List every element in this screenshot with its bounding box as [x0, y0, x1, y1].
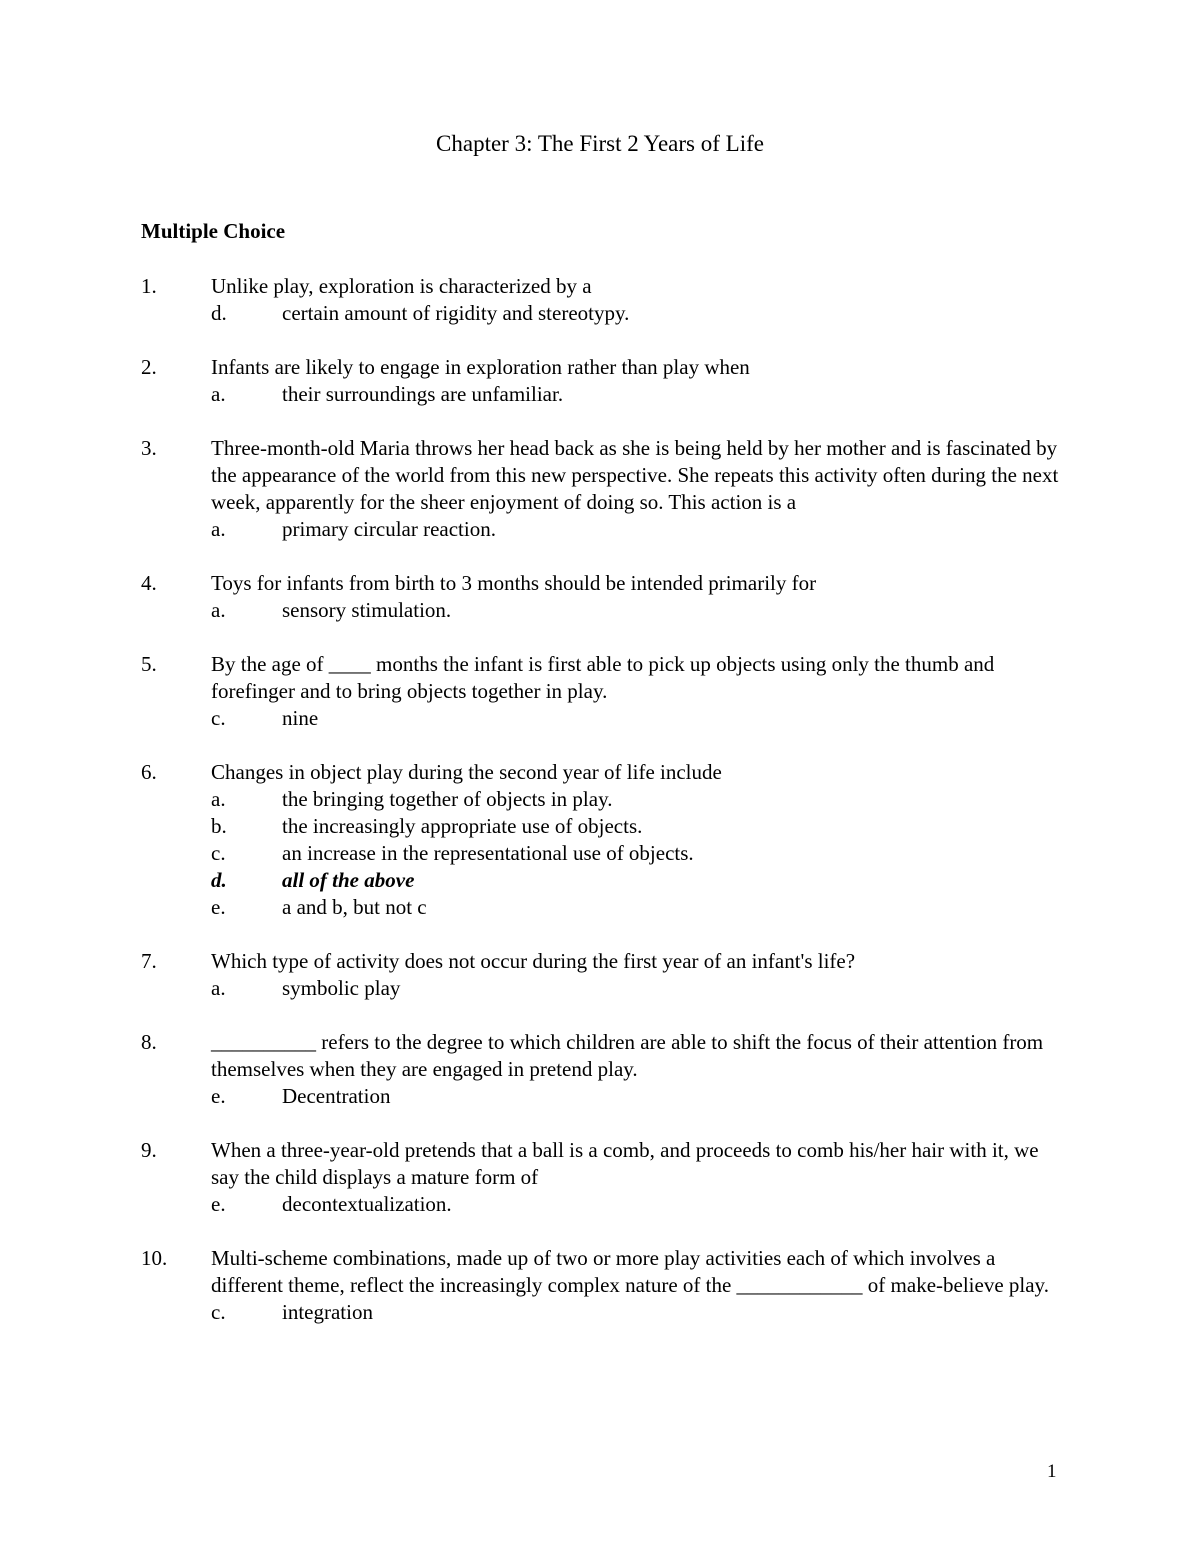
- option-letter: c.: [211, 1300, 226, 1324]
- option-letter: c.: [211, 706, 226, 730]
- question-text: When a three-year-old pretends that a ball is a comb, and proceeds to comb his/her hair with it, we say the child displays a mature form of: [211, 1138, 1039, 1189]
- option-text: symbolic play: [282, 976, 401, 1000]
- option-text: an increase in the representational use of objects.: [282, 841, 694, 865]
- answer-option: [141, 975, 1071, 1002]
- question-text: Toys for infants from birth to 3 months should be intended primarily for: [211, 571, 817, 595]
- option-letter: a.: [211, 382, 226, 406]
- question-text: Multi-scheme combinations, made up of two or more play activities each of which involves a different theme, reflect the increasingly complex nature of the ____________ of make-believe play.: [211, 1246, 1049, 1297]
- question-item: [141, 435, 1071, 543]
- option-letter: e.: [211, 895, 226, 919]
- question-number: 6.: [141, 760, 157, 784]
- answer-option: [141, 705, 1071, 732]
- option-letter: a.: [211, 976, 226, 1000]
- answer-option: [141, 300, 1071, 327]
- answer-option: [141, 894, 1071, 921]
- page-number: 1: [1047, 1461, 1057, 1482]
- option-text: nine: [282, 706, 319, 730]
- option-text: sensory stimulation.: [282, 598, 452, 622]
- option-text: a and b, but not c: [282, 895, 427, 919]
- question-item: [141, 1245, 1071, 1326]
- option-letter: a.: [211, 787, 226, 811]
- option-letter: a.: [211, 517, 226, 541]
- option-text: decontextualization.: [282, 1192, 452, 1216]
- question-stem: [141, 651, 1071, 705]
- answer-option: [141, 597, 1071, 624]
- question-stem: [141, 435, 1071, 516]
- question-item: [141, 651, 1071, 732]
- option-letter: e.: [211, 1084, 226, 1108]
- question-text: Unlike play, exploration is characterized by a: [211, 274, 592, 298]
- question-text: __________ refers to the degree to which children are able to shift the focus of their attention from themselves when they are engaged in pretend play.: [211, 1030, 1044, 1081]
- option-letter: c.: [211, 841, 226, 865]
- question-item: [141, 570, 1071, 624]
- section-heading: Multiple Choice: [141, 219, 286, 243]
- question-stem: [141, 273, 1071, 300]
- answer-option: [141, 1299, 1071, 1326]
- question-stem: [141, 759, 1071, 786]
- answer-option: [141, 786, 1071, 813]
- question-stem: [141, 354, 1071, 381]
- answer-option: [141, 813, 1071, 840]
- option-letter: d.: [211, 301, 227, 325]
- question-text: Three-month-old Maria throws her head back as she is being held by her mother and is fascinated by the appearance of the world from this new perspective. She repeats this activity often during the next week, apparently for the sheer enjoyment of doing so. This action is a: [211, 436, 1059, 514]
- question-number: 2.: [141, 355, 157, 379]
- option-letter: e.: [211, 1192, 226, 1216]
- question-item: [141, 1137, 1071, 1218]
- question-text: By the age of ____ months the infant is first able to pick up objects using only the thumb and forefinger and to bring objects together in play.: [211, 652, 995, 703]
- answer-option: [141, 867, 1071, 894]
- option-letter: d.: [211, 868, 227, 892]
- question-number: 7.: [141, 949, 157, 973]
- question-number: 4.: [141, 571, 157, 595]
- answer-option: [141, 1191, 1071, 1218]
- question-text: Changes in object play during the second year of life include: [211, 760, 722, 784]
- question-item: [141, 1029, 1071, 1110]
- option-text: all of the above: [282, 868, 415, 892]
- option-text: the bringing together of objects in play.: [282, 787, 613, 811]
- option-text: certain amount of rigidity and stereotypy.: [282, 301, 630, 325]
- question-stem: [141, 1137, 1071, 1191]
- question-stem: [141, 1245, 1071, 1299]
- option-letter: b.: [211, 814, 227, 838]
- option-text: Decentration: [282, 1084, 391, 1108]
- question-text: Which type of activity does not occur during the first year of an infant's life?: [211, 949, 856, 973]
- question-item: [141, 948, 1071, 1002]
- question-stem: [141, 570, 1071, 597]
- document-title: Chapter 3: The First 2 Years of Life: [436, 131, 764, 156]
- question-number: 1.: [141, 274, 157, 298]
- option-text: the increasingly appropriate use of objects.: [282, 814, 643, 838]
- option-text: integration: [282, 1300, 373, 1324]
- answer-option: [141, 1083, 1071, 1110]
- answer-option: [141, 840, 1071, 867]
- question-text: Infants are likely to engage in exploration rather than play when: [211, 355, 750, 379]
- question-number: 3.: [141, 436, 157, 460]
- question-item: [141, 354, 1071, 408]
- question-number: 10.: [141, 1246, 168, 1270]
- answer-option: [141, 516, 1071, 543]
- question-item: [141, 273, 1071, 327]
- question-number: 9.: [141, 1138, 157, 1162]
- question-stem: [141, 1029, 1071, 1083]
- answer-option: [141, 381, 1071, 408]
- option-text: primary circular reaction.: [282, 517, 496, 541]
- option-text: their surroundings are unfamiliar.: [282, 382, 564, 406]
- question-item: [141, 759, 1071, 921]
- question-number: 5.: [141, 652, 157, 676]
- question-list: [141, 273, 1071, 1353]
- option-letter: a.: [211, 598, 226, 622]
- question-number: 8.: [141, 1030, 157, 1054]
- question-stem: [141, 948, 1071, 975]
